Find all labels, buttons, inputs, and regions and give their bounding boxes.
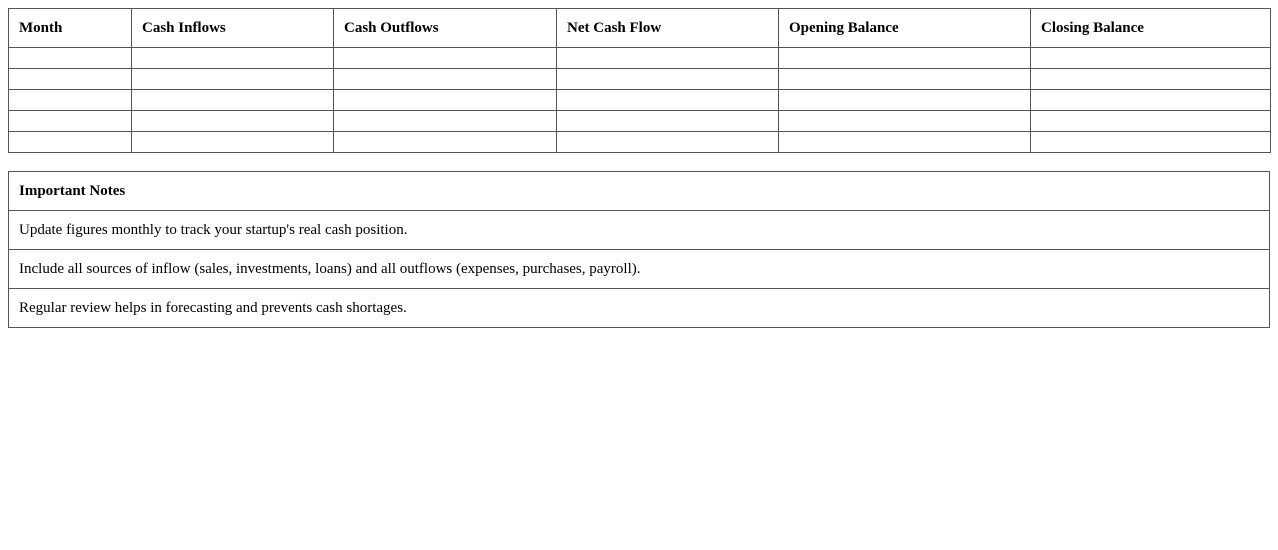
table-row — [9, 69, 1271, 90]
table-cell[interactable] — [334, 111, 557, 132]
note-row — [9, 211, 1270, 250]
table-cell[interactable] — [779, 48, 1031, 69]
table-cell[interactable] — [557, 69, 779, 90]
table-header-row — [9, 9, 1271, 48]
table-row — [9, 111, 1271, 132]
table-cell[interactable] — [557, 111, 779, 132]
cash-flow-table — [8, 8, 1271, 153]
table-row — [9, 132, 1271, 153]
table-cell[interactable] — [132, 69, 334, 90]
table-cell[interactable] — [557, 90, 779, 111]
table-cell[interactable] — [779, 132, 1031, 153]
table-row — [9, 90, 1271, 111]
table-cell[interactable] — [1031, 111, 1271, 132]
column-header-opening-balance: Opening Balance — [779, 9, 1031, 48]
table-cell[interactable] — [132, 48, 334, 69]
table-cell[interactable] — [9, 48, 132, 69]
table-cell[interactable] — [9, 132, 132, 153]
table-cell[interactable] — [334, 132, 557, 153]
column-header-month: Month — [9, 9, 132, 48]
table-cell[interactable] — [9, 90, 132, 111]
column-header-net-cash-flow: Net Cash Flow — [557, 9, 779, 48]
column-header-cash-inflows: Cash Inflows — [132, 9, 334, 48]
notes-heading-row — [9, 172, 1270, 211]
table-cell[interactable] — [132, 111, 334, 132]
table-cell[interactable] — [1031, 90, 1271, 111]
table-cell[interactable] — [779, 111, 1031, 132]
table-cell[interactable] — [779, 69, 1031, 90]
table-cell[interactable] — [1031, 48, 1271, 69]
table-cell[interactable] — [779, 90, 1031, 111]
table-cell[interactable] — [1031, 69, 1271, 90]
note-item: Include all sources of inflow (sales, investments, loans) and all outflows (expenses, purchases, payroll). — [9, 250, 1270, 289]
note-item: Update figures monthly to track your startup's real cash position. — [9, 211, 1270, 250]
table-cell[interactable] — [9, 111, 132, 132]
table-cell[interactable] — [132, 132, 334, 153]
table-cell[interactable] — [334, 69, 557, 90]
column-header-cash-outflows: Cash Outflows — [334, 9, 557, 48]
table-row — [9, 48, 1271, 69]
table-cell[interactable] — [1031, 132, 1271, 153]
table-cell[interactable] — [9, 69, 132, 90]
table-cell[interactable] — [557, 132, 779, 153]
note-row — [9, 289, 1270, 328]
table-cell[interactable] — [334, 48, 557, 69]
table-cell[interactable] — [557, 48, 779, 69]
notes-heading: Important Notes — [9, 172, 1270, 211]
important-notes-table — [8, 171, 1270, 328]
note-row — [9, 250, 1270, 289]
table-cell[interactable] — [334, 90, 557, 111]
table-cell[interactable] — [132, 90, 334, 111]
note-item: Regular review helps in forecasting and prevents cash shortages. — [9, 289, 1270, 328]
column-header-closing-balance: Closing Balance — [1031, 9, 1271, 48]
